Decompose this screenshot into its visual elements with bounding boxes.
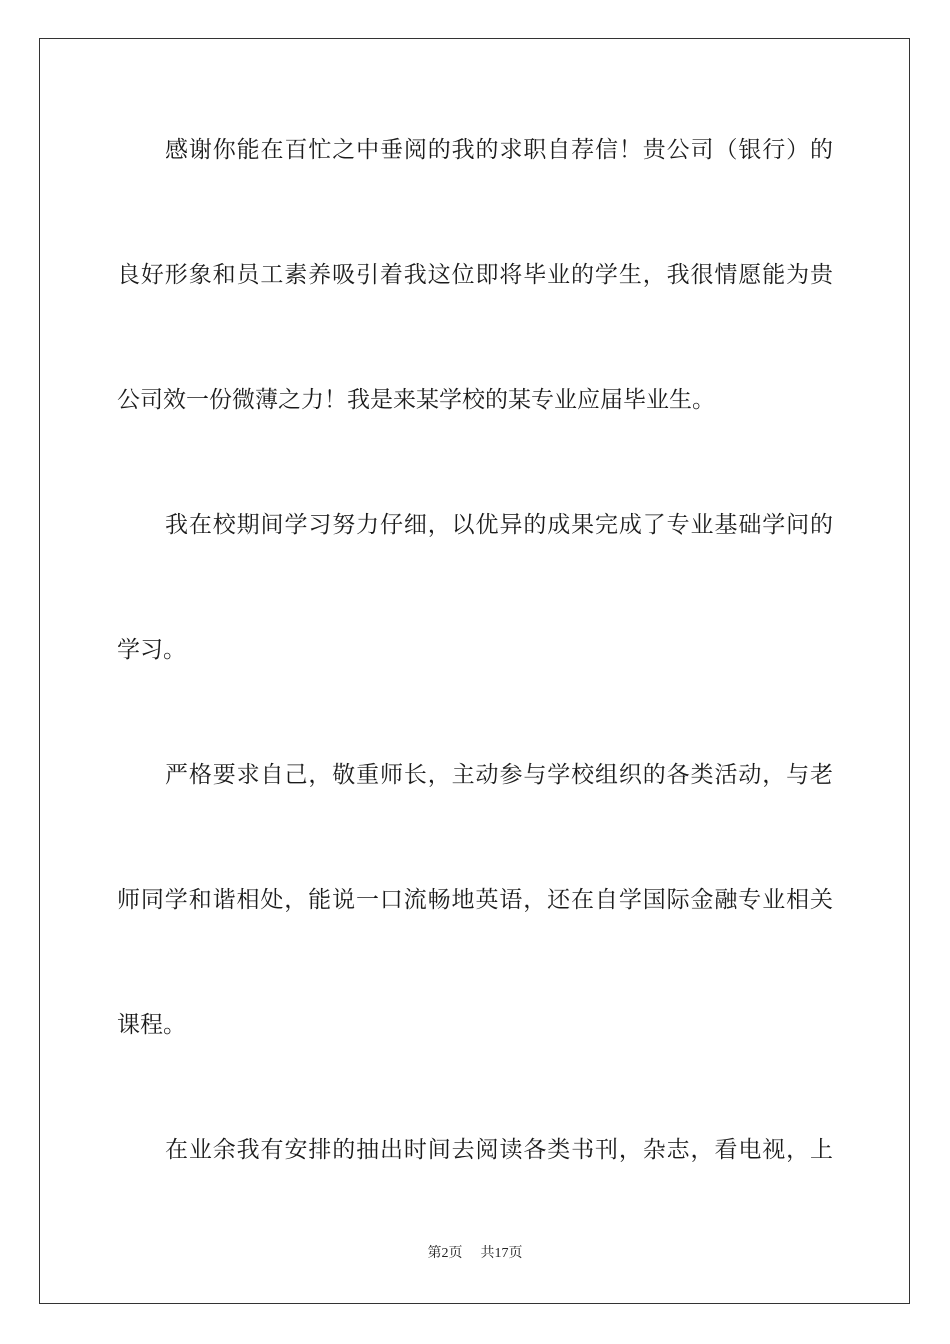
page-number: 第2页 <box>427 1246 463 1261</box>
paragraph-3-line-2: 师同学和谐相处，能说一口流畅地英语，还在自学国际金融专业相关 <box>117 887 833 913</box>
paragraph-1-line-3: 公司效一份微薄之力！我是来某学校的某专业应届毕业生。 <box>117 387 715 413</box>
page-total: 共17页 <box>480 1246 523 1261</box>
page-footer <box>0 1244 950 1264</box>
paragraph-2-line-2: 学习。 <box>117 637 186 663</box>
paragraph-1-line-1: 感谢你能在百忙之中垂阅的我的求职自荐信！贵公司（银行）的 <box>165 137 833 163</box>
paragraph-2-line-1: 我在校期间学习努力仔细，以优异的成果完成了专业基础学问的 <box>165 512 833 538</box>
paragraph-4-line-1: 在业余我有安排的抽出时间去阅读各类书刊，杂志，看电视，上 <box>165 1137 833 1163</box>
paragraph-3-line-1: 严格要求自己，敬重师长，主动参与学校组织的各类活动，与老 <box>165 762 833 788</box>
page-border <box>39 38 910 1304</box>
paragraph-3-line-3: 课程。 <box>117 1012 186 1038</box>
paragraph-1-line-2: 良好形象和员工素养吸引着我这位即将毕业的学生，我很情愿能为贵 <box>117 262 833 288</box>
